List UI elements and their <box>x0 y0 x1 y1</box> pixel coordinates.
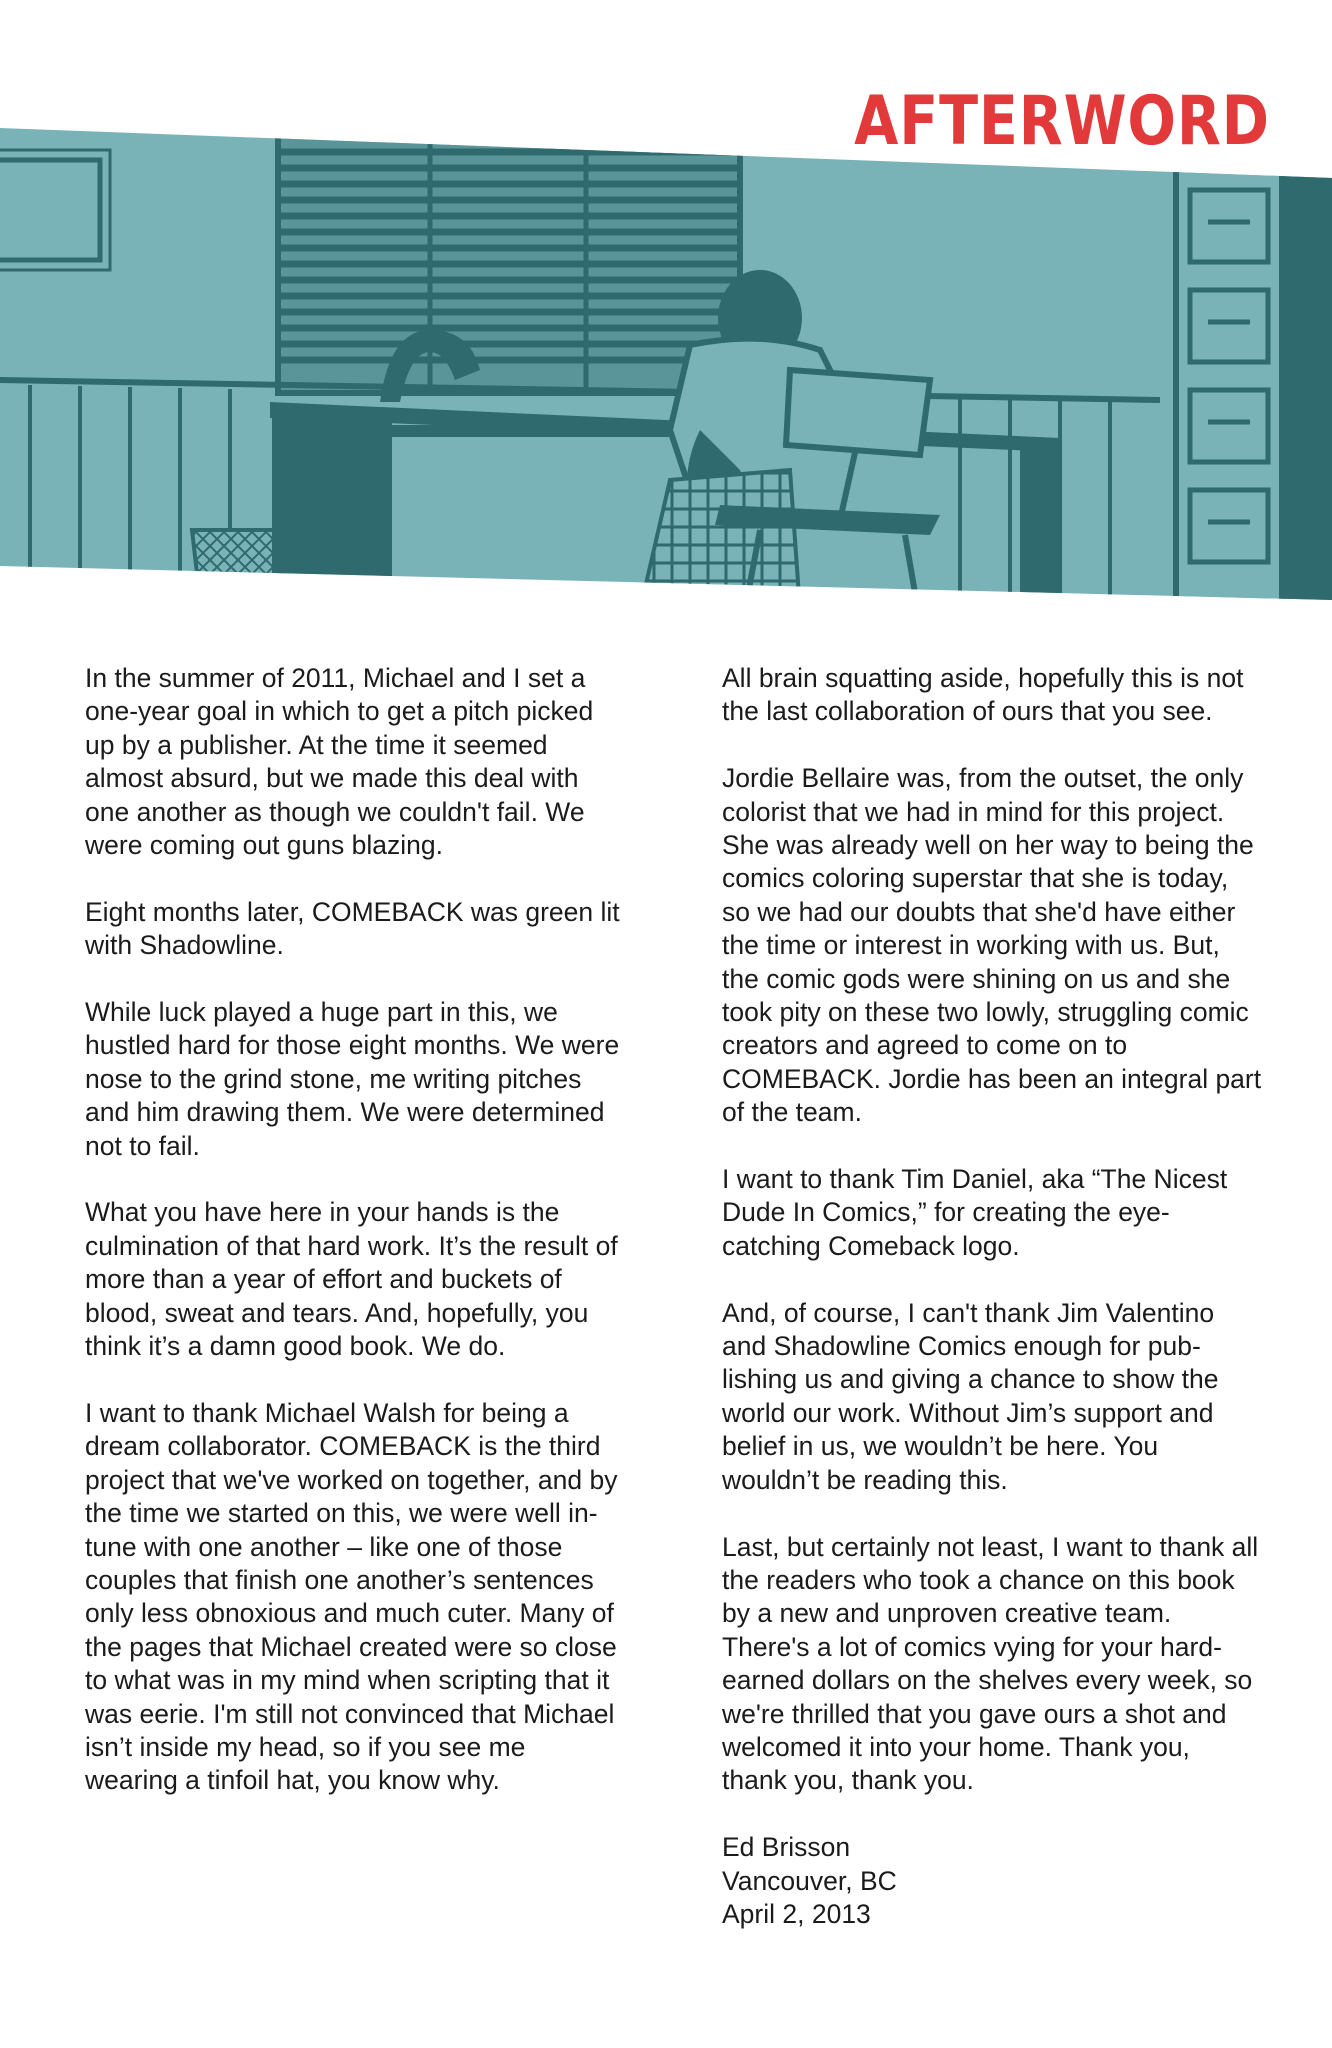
paragraph: Eight months later, COMEBACK was green lit with Shadowline. <box>85 896 620 961</box>
paragraph: I want to thank Michael Walsh for being a dream collaborator. COMEBACK is the third project that we've worked on together, and by the time we started on this, we were well in-tune with one another – like one of those couples that finish one another’s sentences only less obnoxious and much cuter. Many of the pages that Michael created were so close to what was in my mind when scripting that it was eerie. I'm still not convinced that Michael isn’t inside my head, so if you see me wearing a tinfoil hat, you know why. <box>85 1397 618 1796</box>
paragraph: Last, but certainly not least, I want to thank all the readers who took a chance on this book by a new and unproven creative team. There's a lot of comics vying for your hard-earned dollars on the shelves every week, so we're thrilled that you gave ours a shot and welcomed it into your home. Thank you, thank you, thank you. <box>722 1531 1259 1796</box>
signature-name: Ed Brisson <box>722 1832 851 1863</box>
paragraph: All brain squatting aside, hopefully this is not the last collaboration of ours that you see. <box>722 663 1244 727</box>
signature <box>722 1831 1262 1931</box>
right-column <box>722 662 1262 1931</box>
left-column <box>85 662 625 1831</box>
paragraph: And, of course, I can't thank Jim Valentino and Shadowline Comics enough for pub-lishing us and giving a chance to show the world our work. Without Jim’s support and belief in us, we wouldn’t be here. You wouldn’t be reading this. <box>722 1297 1219 1495</box>
paragraph: What you have here in your hands is the culmination of that hard work. It’s the result of more than a year of effort and buckets of blood, sweat and tears. And, hopefully, you think it’s a damn good book. We do. <box>85 1197 618 1362</box>
signature-date: April 2, 2013 <box>722 1898 871 1929</box>
paragraph: Jordie Bellaire was, from the outset, the only colorist that we had in mind for this project. She was already well on her way to being the comics coloring superstar that she is today, so we had our doubts that she'd have either the time or interest in working with us. But, the comic gods were shining on us and she took pity on these two lowly, struggling comic creators and agreed to come on to COMEBACK. Jordie has been an integral part of the team. <box>722 763 1262 1128</box>
page-title: AFTERWORD <box>854 82 1270 161</box>
paragraph: In the summer of 2011, Michael and I set a one-year goal in which to get a pitch picked up by a publisher. At the time it seemed almost absurd, but we made this deal with one another as though we couldn't fail. We were coming out guns blazing. <box>85 663 594 861</box>
paragraph: I want to thank Tim Daniel, aka “The Nicest Dude In Comics,” for creating the eye-catching Comeback logo. <box>722 1164 1228 1261</box>
paragraph: While luck played a huge part in this, we hustled hard for those eight months. We were nose to the grind stone, me writing pitches and him drawing them. We were determined not to fail. <box>85 997 620 1161</box>
signature-place: Vancouver, BC <box>722 1865 897 1896</box>
